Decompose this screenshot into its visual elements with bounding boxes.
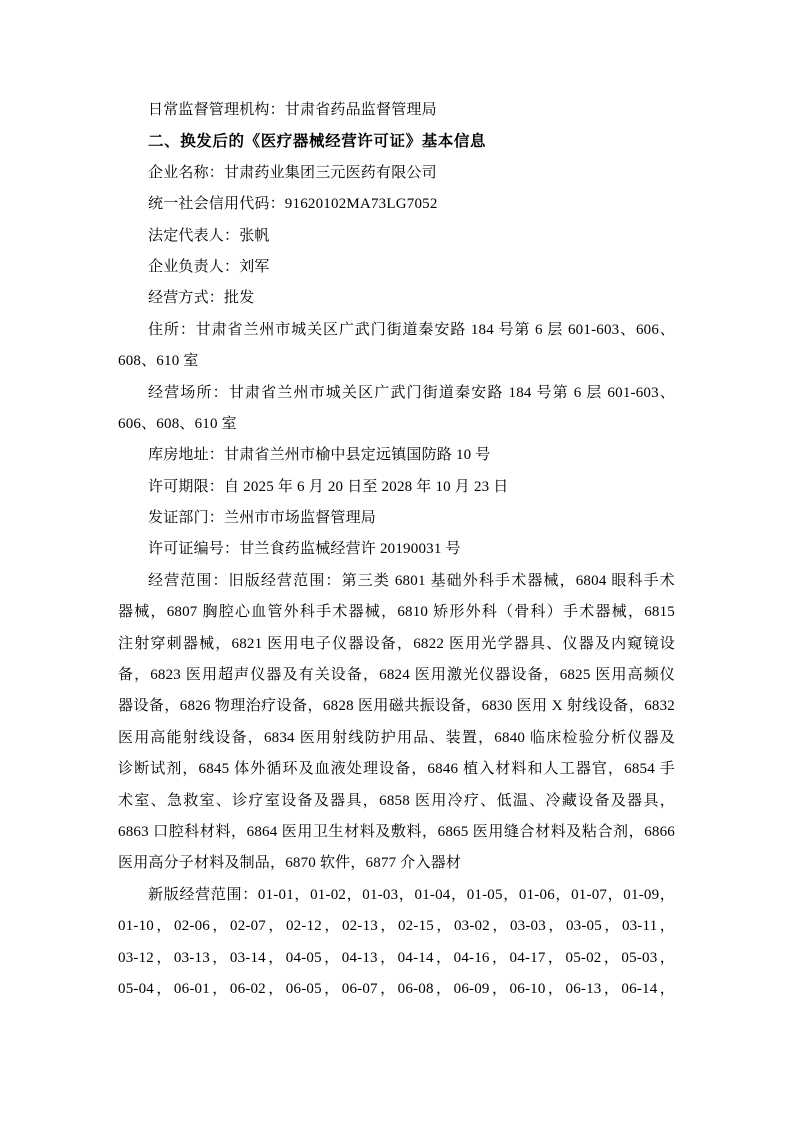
document-line: 03-12，03-13，03-14，04-05，04-13，04-14，04-16，04-17，05-02，05-03， <box>118 949 675 966</box>
document-line: 经营场所：甘肃省兰州市城关区广武门街道秦安路 184 号第 6 层 601-603、 <box>148 384 675 401</box>
document-line: 日常监督管理机构：甘肃省药品监督管理局 <box>148 102 437 118</box>
document-line: 术室、急救室、诊疗室设备及器具，6858 医用冷疗、低温、冷藏设备及器具， <box>118 792 675 809</box>
document-line: 01-10，02-06，02-07，02-12，02-13，02-15，03-02，03-03，03-05，03-11， <box>118 918 675 935</box>
document-line: 新版经营范围：01-01，01-02，01-03，01-04，01-05，01-06，01-07，01-09， <box>148 886 675 903</box>
document-line: 诊断试剂，6845 体外循环及血液处理设备，6846 植入材料和人工器官，6854 手 <box>118 761 675 778</box>
document-line: 经营方式：批发 <box>148 290 255 307</box>
document-line: 器械，6807 胸腔心血管外科手术器械，6810 矫形外科（骨科）手术器械，6815 <box>118 604 675 621</box>
document-line: 经营范围：旧版经营范围：第三类 6801 基础外科手术器械，6804 眼科手术 <box>148 572 675 589</box>
document-content <box>118 95 675 1005</box>
document-line: 法定代表人：张帆 <box>148 227 270 244</box>
document-line: 医用高能射线设备，6834 医用射线防护用品、装置，6840 临床检验分析仪器及 <box>118 729 675 746</box>
document-line: 企业名称：甘肃药业集团三元医药有限公司 <box>148 164 437 181</box>
document-line: 住所：甘肃省兰州市城关区广武门街道秦安路 184 号第 6 层 601-603、606、 <box>148 321 675 338</box>
document-line: 许可证编号：甘兰食药监械经营许 20190031 号 <box>148 541 461 558</box>
section-heading: 二、换发后的《医疗器械经营许可证》基本信息 <box>148 133 487 151</box>
document-line: 注射穿刺器械，6821 医用电子仪器设备，6822 医用光学器具、仪器及内窥镜设 <box>118 635 675 652</box>
document-line: 医用高分子材料及制品，6870 软件，6877 介入器材 <box>118 855 462 872</box>
document-line: 6863 口腔科材料，6864 医用卫生材料及敷料，6865 医用缝合材料及粘合剂，6866 <box>118 823 675 840</box>
document-line: 发证部门：兰州市市场监督管理局 <box>148 510 377 527</box>
document-line: 备，6823 医用超声仪器及有关设备，6824 医用激光仪器设备，6825 医用高频仪 <box>118 667 675 684</box>
document-line: 05-04，06-01，06-02，06-05，06-07，06-08，06-09，06-10，06-13，06-14， <box>118 980 675 997</box>
document-line: 606、608、610 室 <box>118 415 237 432</box>
document-line: 608、610 室 <box>118 353 199 370</box>
document-line: 库房地址：甘肃省兰州市榆中县定远镇国防路 10 号 <box>148 447 491 464</box>
document-line: 许可期限：自 2025 年 6 月 20 日至 2028 年 10 月 23 日 <box>148 478 509 495</box>
document-line: 统一社会信用代码：91620102MA73LG7052 <box>148 196 438 213</box>
document-line: 器设备，6826 物理治疗设备，6828 医用磁共振设备，6830 医用 X 射线设备，6832 <box>118 698 675 715</box>
document-line: 企业负责人：刘军 <box>148 258 270 275</box>
